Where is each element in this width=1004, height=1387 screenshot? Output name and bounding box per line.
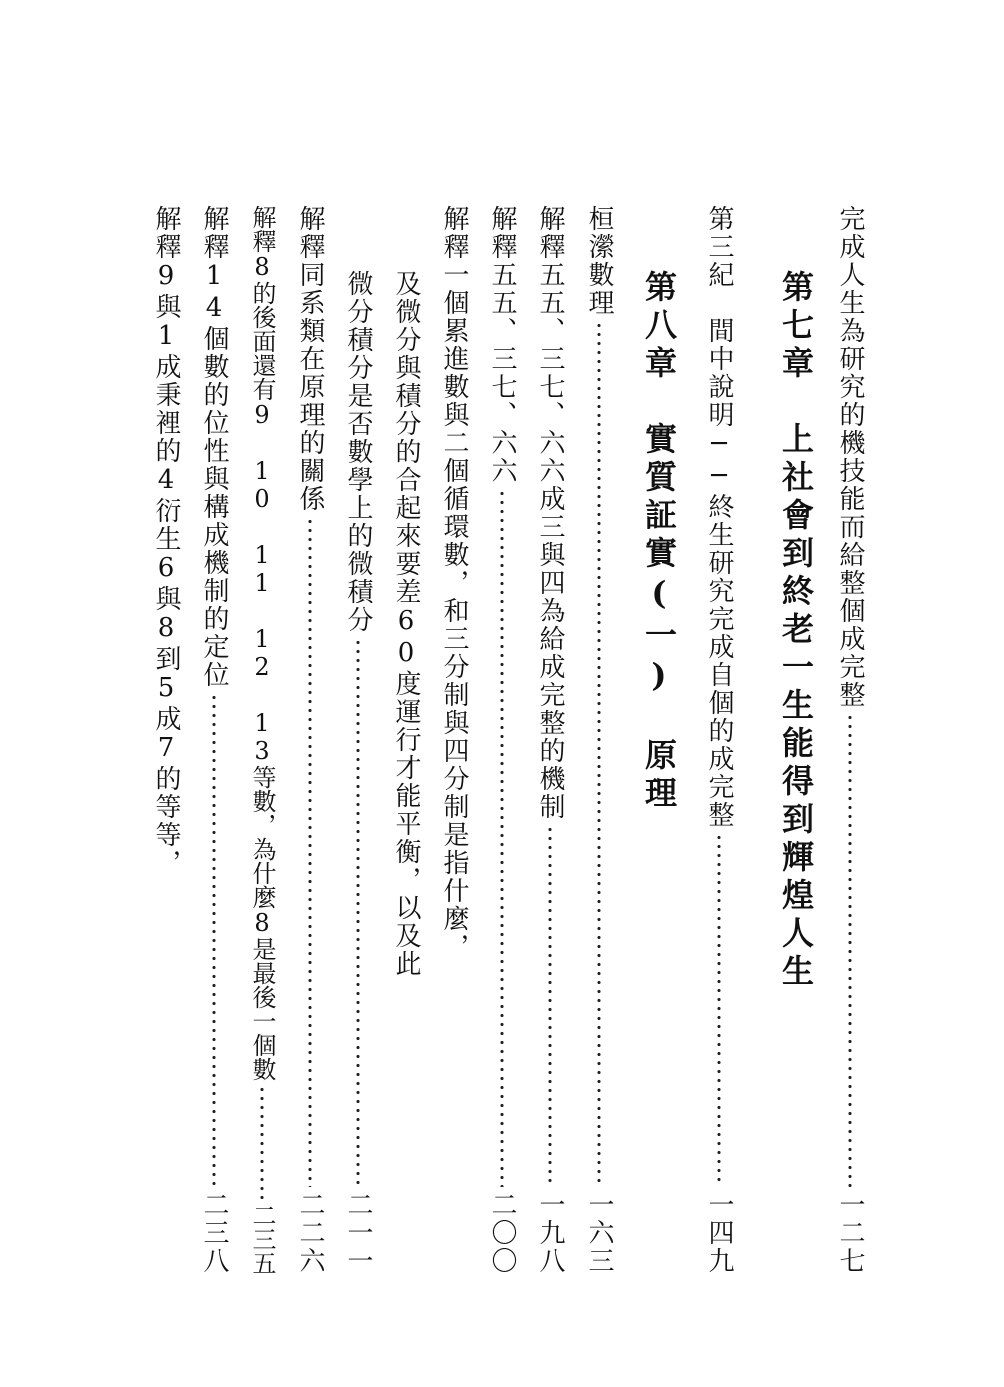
chapter-title: 第八章 實質証實(一) 原理 (640, 270, 678, 814)
toc-entry-title: 解釋同系類在原理的關係 (295, 205, 325, 513)
toc-entry (286, 205, 334, 1275)
toc-entry (695, 205, 743, 1275)
toc-entry-page: 一二七 (835, 1191, 865, 1275)
toc-entry-page: 二〇〇 (487, 1191, 517, 1275)
toc-entry-page: 二三五 (248, 1203, 276, 1275)
toc-entry-title: 及微分與積分的合起來要差60度運行才能平衡，以及此 (391, 270, 421, 978)
toc-entry-page: 一四九 (704, 1191, 734, 1275)
toc-entry-title: 解釋五五、三七、六六 (487, 205, 517, 485)
toc-entry-page: 一六三 (584, 1191, 614, 1275)
dot-leader (526, 825, 574, 1187)
dot-leader (334, 638, 382, 1187)
toc-entry (526, 205, 574, 1275)
toc-entry-page: 二一一 (343, 1191, 373, 1275)
toc-entry (478, 205, 526, 1275)
toc-entry-page: 二三八 (199, 1191, 229, 1275)
toc-entry-title: 解釋9與1成秉裡的4衍生6與8到5成7的等等， (151, 205, 181, 877)
toc-entry-title: 微分積分是否數學上的微積分 (343, 270, 373, 634)
chapter-heading (635, 270, 683, 1340)
toc-entry (190, 205, 238, 1275)
toc-entry-title: 解釋一個累進數與二個循環數，和三分制與四分制是指什麼， (439, 205, 469, 961)
toc-entry-continuation (334, 270, 382, 1275)
toc-entry-title: 解釋8的後面還有9 10 11 12 13等數，為什麼8是最後一個數 (248, 205, 276, 1081)
toc-entry-title: 第三紀 間中說明──終生研究完成自個的成完整 (704, 205, 734, 829)
dot-leader (478, 489, 526, 1187)
dot-leader (190, 693, 238, 1187)
toc-entry-page: 一九八 (535, 1191, 565, 1275)
toc-entry-title: 桓瀠數理 (584, 205, 614, 317)
dot-leader (286, 517, 334, 1187)
toc-entry (238, 205, 286, 1275)
toc-entry-title: 解釋五五、三七、六六成三與四為給成完整的機制 (535, 205, 565, 821)
chapter-heading (772, 270, 820, 1340)
dot-leader (575, 321, 623, 1187)
toc-entry (575, 205, 623, 1275)
toc-entry (142, 205, 190, 1275)
toc-entry-title: 完成人生為研究的機技能而給整個成完整 (835, 205, 865, 709)
toc-entry-page: 二二六 (295, 1191, 325, 1275)
dot-leader (826, 713, 874, 1187)
toc-entry-title: 解釋14個數的位性與構成機制的定位 (199, 205, 229, 689)
dot-leader (238, 1085, 286, 1199)
toc-entry-continuation (382, 270, 430, 1340)
dot-leader (695, 833, 743, 1187)
toc-entry (430, 205, 478, 1275)
chapter-title: 第七章 上社會到終老一生能得到輝煌人生 (777, 270, 815, 992)
toc-entry (826, 205, 874, 1275)
